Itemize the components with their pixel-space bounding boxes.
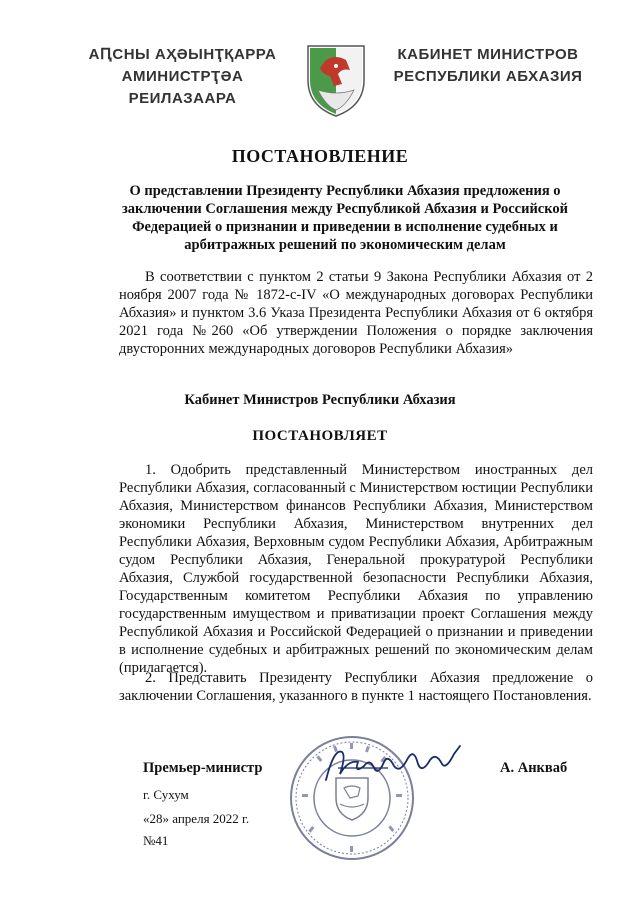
document-number: №41 bbox=[143, 833, 169, 848]
header-right bbox=[383, 44, 593, 88]
header-left-line2: АМИНИСТРҬӘА РЕИЛАЗААРА bbox=[121, 68, 244, 107]
header-left bbox=[80, 44, 285, 110]
header-right-line1: КАБИНЕТ МИНИСТРОВ bbox=[397, 46, 579, 63]
header-right-line2: РЕСПУБЛИКИ АБХАЗИЯ bbox=[393, 68, 583, 85]
document-title: ПОСТАНОВЛЕНИЕ bbox=[231, 146, 409, 166]
preamble-paragraph: В соответствии с пунктом 2 статьи 9 Закона Республики Абхазия от 2 ноября 2007 года № 1872-с-IV «О международных договорах Республики Абхазия» и пунктом 3.6 Указа Президента Республики Абхазия от 6 октября 2021 года №260 «Об утверждении Положения о порядке заключения двусторонних международных договоров Республики Абхазия» bbox=[119, 269, 593, 357]
handwritten-signature bbox=[318, 740, 468, 790]
resolves-heading: ПОСТАНОВЛЯЕТ bbox=[252, 428, 388, 444]
issue-place: г. Сухум bbox=[143, 787, 189, 802]
signatory-name: А. Анкваб bbox=[500, 760, 568, 776]
coat-of-arms-icon bbox=[296, 40, 376, 120]
issue-date: «28» апреля 2022 г. bbox=[143, 811, 250, 826]
resolution-item-2: 2. Представить Президенту Республики Абхазия предложение о заключении Соглашения, указанного в пункте 1 настоящего Постановления. bbox=[119, 670, 593, 704]
signatory-title: Премьер-министр bbox=[143, 760, 263, 776]
header-left-line1: АԤСНЫ АҲӘЫНҬҚАРРА bbox=[88, 46, 277, 63]
document-subject: О представлении Президенту Республики Абхазия предложения о заключении Соглашения между Республикой Абхазия и Российской Федерацией о признании и приведении в исполнение судебных и арбитражных решений по экономическим делам bbox=[121, 183, 569, 253]
cabinet-heading: Кабинет Министров Республики Абхазия bbox=[184, 392, 456, 408]
resolution-item-1: 1. Одобрить представленный Министерством иностранных дел Республики Абхазия, согласованный с Министерством юстиции Республики Абхазия, Министерством финансов Республики Абхазия, Министерством экономики Республики Абхазия, Министерством внутренних дел Республики Абхазия, Верховным судом Республики Абхазия, Арбитражным судом Республики Абхазия, Генеральной прокуратурой Республики Абхазия, Службой государственной безопасности Республики Абхазия, Государственным комитетом Республики Абхазия по управлению государственным имуществом и приватизации проект Соглашения между Республикой Абхазия и Российской Федерацией о признании и приведении в исполнение судебных и арбитражных решений по экономическим делам (прилагается). bbox=[119, 462, 593, 676]
